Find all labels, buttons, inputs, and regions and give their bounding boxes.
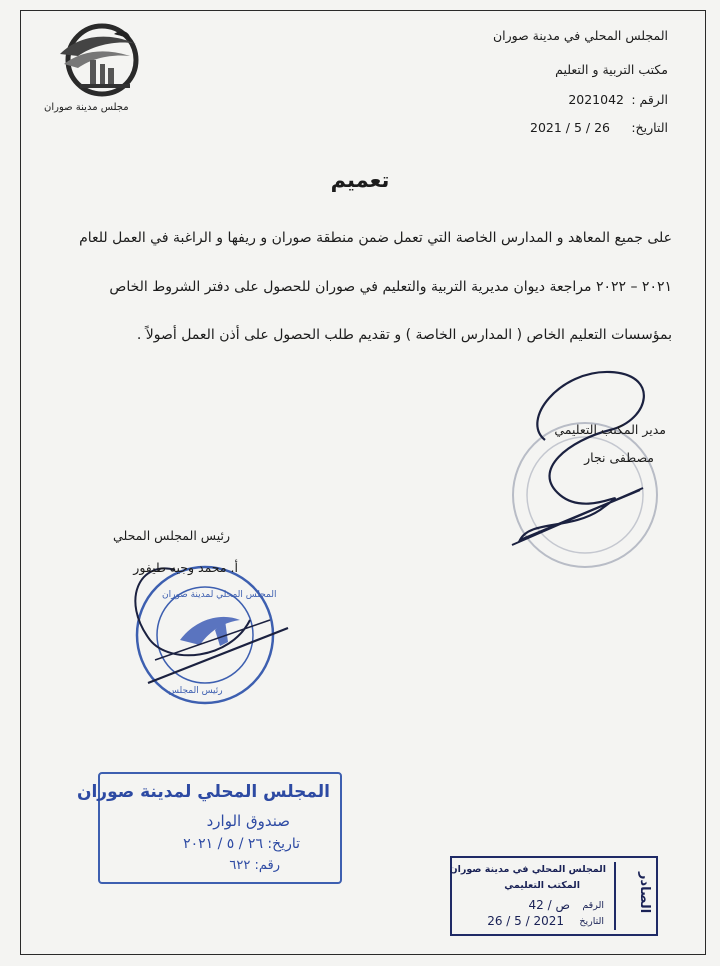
outgoing-date-label: التاريخ bbox=[579, 916, 604, 927]
body-line-3: بمؤسسات التعليم الخاص ( المدارس الخاصة ) و تقديم طلب الحصول على أذن العمل أصولاً . bbox=[136, 327, 672, 343]
document-title: تعميم bbox=[330, 168, 390, 192]
outgoing-number-value: 42 / ص bbox=[528, 898, 570, 912]
council-name: المجلس المحلي في مدينة صوران bbox=[492, 28, 668, 43]
incoming-stamp-date: تاريخ: ٢٦ / ٥ / ٢٠٢١ bbox=[183, 836, 300, 852]
ref-number: 2021042 bbox=[568, 92, 624, 107]
office-name: مكتب التربية و التعليم bbox=[555, 62, 668, 77]
outgoing-number-label: الرقم bbox=[582, 900, 604, 911]
seal-text-bottom: رئيس المجلس bbox=[168, 686, 223, 696]
outgoing-date-value: 26 / 5 / 2021 bbox=[487, 914, 564, 928]
office-manager-title: مدير المكتب التعليمي bbox=[554, 422, 666, 437]
outgoing-stamp bbox=[450, 856, 658, 936]
outgoing-stamp-office: المكتب التعليمي bbox=[504, 880, 580, 891]
logo-caption: مجلس مدينة صوران bbox=[44, 102, 129, 113]
council-head-title: رئيس المجلس المحلي bbox=[113, 528, 230, 543]
outgoing-stamp-side-label: الصادر bbox=[637, 872, 652, 914]
date-value: 2021 / 5 / 26 bbox=[530, 120, 610, 135]
outgoing-stamp-divider bbox=[614, 862, 616, 930]
incoming-stamp bbox=[76, 772, 342, 884]
incoming-stamp-box: صندوق الوارد bbox=[206, 812, 290, 830]
seal-text-top: المجلس المحلي لمدينة صوران bbox=[162, 590, 277, 600]
office-manager-name: مصطفى نجار bbox=[584, 450, 654, 465]
outgoing-stamp-council: المجلس المحلي في مدينة صوران bbox=[449, 864, 606, 875]
body-line-2: ٢٠٢١ – ٢٠٢٢ مراجعة ديوان مديرية التربية والتعليم في صوران للحصول على دفتر الشروط الخاص bbox=[109, 279, 672, 295]
incoming-stamp-council: المجلس المحلي لمدينة صوران bbox=[76, 782, 330, 802]
ref-label: الرقم : bbox=[631, 92, 668, 107]
incoming-stamp-number: رقم: ٦٢٢ bbox=[229, 858, 280, 873]
body-line-1: على جميع المعاهد و المدارس الخاصة التي تعمل ضمن منطقة صوران و ريفها و الراغبة في العمل للعام bbox=[79, 230, 672, 246]
date-label: التاريخ: bbox=[631, 120, 668, 135]
council-head-name: أ. محمد وجيه طيفور bbox=[133, 560, 238, 575]
